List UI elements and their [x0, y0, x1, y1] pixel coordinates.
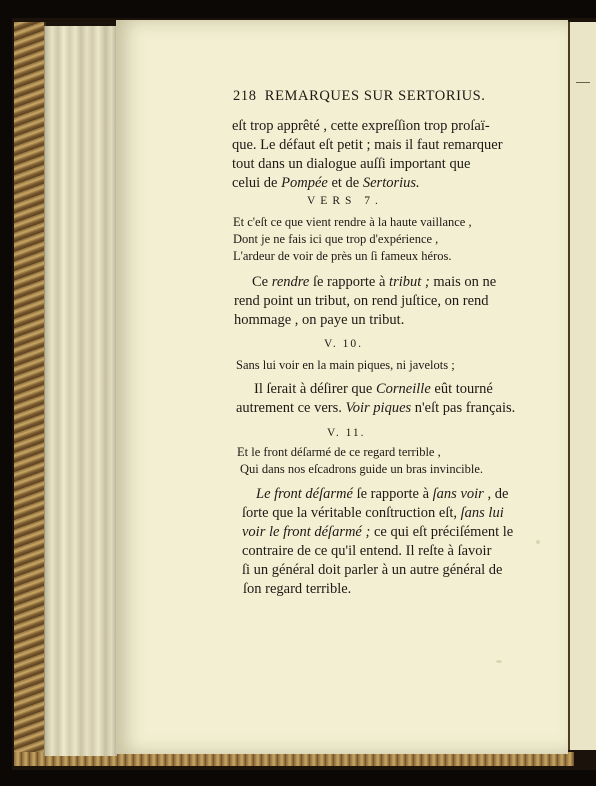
p2-line1-italic2: tribut ;: [389, 274, 430, 290]
verse7-line1: Et c'eſt ce que vient rendre à la haute vaillance ,: [233, 215, 472, 229]
p4-line1-italic2: ſans voir: [432, 486, 484, 502]
p3-line1-post: eût tourné: [430, 381, 493, 397]
p4-line1-post: , de: [483, 486, 509, 502]
page-edges: [44, 26, 117, 756]
p4-line3-italic: voir le front déſarmé ;: [242, 524, 371, 540]
verse10-heading: V. 10.: [324, 338, 363, 350]
p2-line1-post: mais on ne: [429, 274, 497, 290]
p3-line2: [236, 400, 515, 417]
verse7-line3: L'ardeur de voir de près un ſi fameux héros.: [233, 249, 452, 263]
running-title: REMARQUES SUR SERTORIUS.: [264, 88, 486, 104]
running-head: [233, 88, 486, 105]
p1-line4-italic1: Pompée: [281, 175, 328, 191]
p3-line1-italic: Corneille: [375, 381, 431, 397]
p4-line1-mid: ſe rapporte à: [352, 486, 433, 502]
p4-line1-italic1: Le front déſarmé: [256, 486, 353, 502]
p2-line2: rend point un tribut, on rend juſtice, on rend: [234, 293, 489, 309]
p2-line3: hommage , on paye un tribut.: [234, 312, 405, 328]
book-spine-cover: [14, 22, 46, 758]
p1-line4-mid: et de: [327, 175, 363, 191]
p3-line1-pre: Il ſerait à déſirer que: [254, 381, 376, 397]
p2-line1: [252, 274, 496, 291]
p3-line2-post: n'eſt pas français.: [411, 400, 516, 416]
p4-line5: ſi un général doit parler à un autre général de: [242, 562, 503, 578]
p4-line2-pre: ſorte que la véritable conſtruction eſt,: [242, 505, 461, 521]
facing-page-edge: [568, 22, 596, 750]
p4-line4: contraire de ce qu'il entend. Il reſte à ſavoir: [242, 543, 492, 559]
p4-line3-post: ce qui eſt préciſément le: [370, 524, 514, 540]
p1-line1: eſt trop apprêté , cette expreſſion trop proſaï-: [232, 118, 490, 134]
p4-line6: ſon regard terrible.: [243, 581, 352, 597]
verse11-line2: Qui dans nos eſcadrons guide un bras invincible.: [240, 462, 484, 476]
p4-line3: [242, 524, 513, 541]
verse7-line2: Dont je ne fais ici que trop d'expérience ,: [233, 232, 439, 246]
page-number: 218: [233, 88, 257, 104]
p4-line2: [242, 505, 504, 522]
p1-line4-pre: celui de: [232, 175, 282, 191]
p2-line1-italic1: rendre: [271, 274, 310, 290]
p2-line1-pre: Ce: [252, 274, 272, 290]
p4-line2-italic: ſans lui: [460, 505, 504, 521]
p4-line1: [256, 486, 508, 503]
p1-line4: [232, 175, 420, 192]
p1-line4-italic2: Sertorius.: [362, 175, 420, 191]
p3-line2-italic: Voir piques: [345, 400, 412, 416]
p3-line2-pre: autrement ce vers.: [236, 400, 346, 416]
p3-line1: [254, 381, 493, 398]
p1-line3: tout dans un dialogue auſſi important que: [232, 156, 471, 172]
verse7-heading: VERS 7.: [307, 195, 383, 207]
verse10-line1: Sans lui voir en la main piques, ni javelots ;: [236, 358, 455, 372]
p2-line1-mid: ſe rapporte à: [309, 274, 390, 290]
verse11-line1: Et le front déſarmé de ce regard terrible ,: [237, 445, 441, 459]
verse11-heading: V. 11.: [327, 427, 366, 439]
p1-line2: que. Le défaut eſt petit ; mais il faut remarquer: [232, 137, 503, 153]
